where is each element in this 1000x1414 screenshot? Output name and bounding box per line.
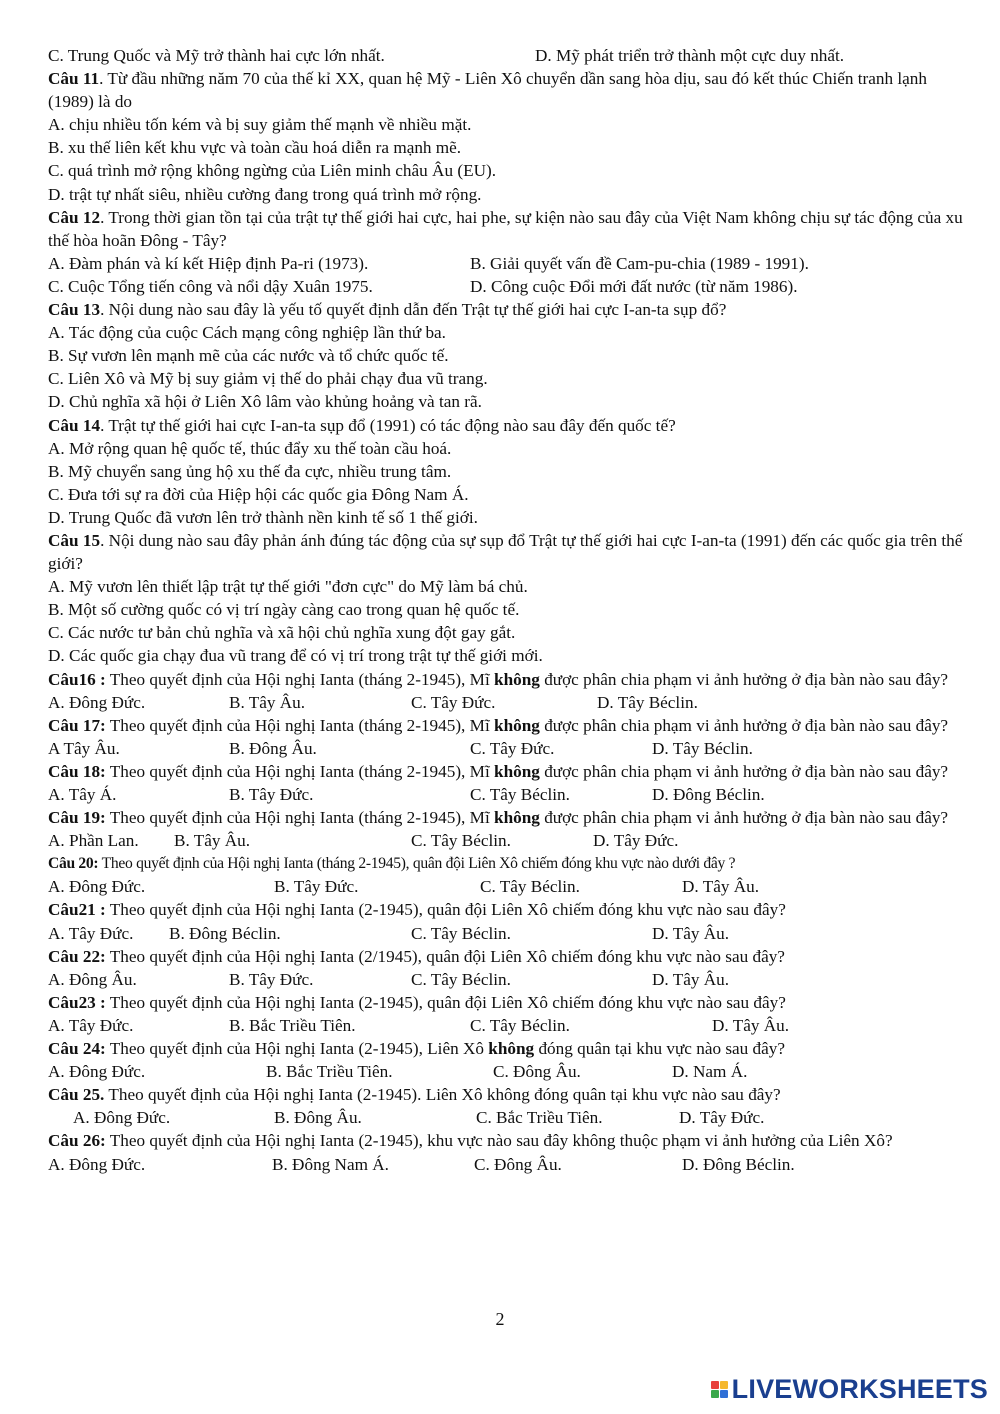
question-text-tail: được phân chia phạm vi ảnh hưởng ở địa bàn nào sau đây? [539, 761, 949, 781]
option-a: A. Đông Đức. [48, 877, 146, 897]
option-d: D. Tây Đức. [593, 831, 679, 851]
option-d: D. Chủ nghĩa xã hội ở Liên Xô lâm vào khủng hoảng và tan rã. [48, 392, 482, 412]
liveworksheets-logo [711, 1374, 988, 1404]
option-b: B. Đông Âu. [274, 1108, 362, 1128]
worksheet-page [48, 44, 968, 1176]
question-15 [48, 529, 968, 575]
question-number: Câu 15 [48, 530, 101, 550]
question-text: . Trong thời gian tồn tại của trật tự thế giới hai cực, hai phe, sự kiện nào sau đây của Việt Nam không chịu sự tác động của xu thế hòa hoãn Đông - Tây? [48, 207, 963, 250]
option-c: C. Tây Béclin. [411, 831, 511, 851]
question-text: Theo quyết định của Hội nghị Ianta (2-1945), quân đội Liên Xô chiếm đóng khu vực nào sau đây? [105, 900, 786, 920]
question-number: Câu16 : [48, 669, 106, 689]
liveworksheets-wordmark: LIVEWORKSHEETS [731, 1373, 988, 1404]
question-text: Theo quyết định của Hội nghị Ianta (2-1945), Liên Xô [105, 1039, 489, 1059]
question-10-options-row [48, 44, 968, 67]
keyword-not: không [494, 715, 540, 735]
question-number: Câu 26: [48, 1131, 106, 1151]
question-text: Theo quyết định của Hội nghị Ianta (tháng 2-1945), Mĩ [105, 669, 495, 689]
option-d: D. Đông Béclin. [652, 785, 765, 804]
option-d: D. Các quốc gia chạy đua vũ trang để có vị trí trong trật tự thế giới mới. [48, 646, 543, 666]
question-text: Theo quyết định của Hội nghị Ianta (2-1945), khu vực nào sau đây không thuộc phạm vi ảnh hưởng của Liên Xô? [105, 1131, 893, 1151]
keyword-not: không [494, 808, 540, 828]
options-row [48, 829, 968, 852]
logo-square-blue [720, 1390, 728, 1398]
option-b: B. Đông Âu. [229, 738, 317, 758]
option-b: B. Bắc Triều Tiên. [266, 1062, 393, 1082]
option-d: D. Tây Béclin. [652, 738, 753, 758]
logo-square-yellow [720, 1381, 728, 1389]
option-c: C. Đưa tới sự ra đời của Hiệp hội các quốc gia Đông Nam Á. [48, 484, 469, 504]
option-c: C. Tây Béclin. [480, 877, 580, 897]
option-a: A. Đông Đức. [48, 1154, 146, 1174]
question-text: Theo quyết định của Hội nghị Ianta (tháng 2-1945), Mĩ [105, 808, 495, 828]
options-row [48, 737, 968, 760]
option-d: D. Đông Béclin. [682, 1154, 795, 1174]
option-b: B. Đông Béclin. [169, 923, 281, 943]
option-a: A. Đông Âu. [48, 969, 137, 989]
question-number: Câu 17: [48, 715, 106, 735]
options-row [48, 1014, 968, 1037]
question-text: . Trật tự thế giới hai cực I-an-ta sụp đổ (1991) có tác động nào sau đây đến quốc tế? [100, 415, 676, 435]
option-c: C. Các nước tư bản chủ nghĩa và xã hội chủ nghĩa xung đột gay gắt. [48, 623, 516, 643]
option-b: B. Mỹ chuyển sang ủng hộ xu thế đa cực, nhiều trung tâm. [48, 461, 452, 481]
option-d: D. trật tự nhất siêu, nhiều cường đang trong quá trình mở rộng. [48, 184, 482, 204]
question-number: Câu 22: [48, 946, 106, 966]
question-18 [48, 760, 968, 783]
question-20 [48, 852, 968, 875]
option-a: A. Đàm phán và kí kết Hiệp định Pa-ri (1973). [48, 253, 369, 273]
option-a: A. Tác động của cuộc Cách mạng công nghiệp lần thứ ba. [48, 323, 446, 343]
question-17 [48, 714, 968, 737]
question-26 [48, 1129, 968, 1152]
question-21 [48, 898, 968, 921]
question-text: . Nội dung nào sau đây là yếu tố quyết định dẫn đến Trật tự thế giới hai cực I-an-ta sụp đổ? [100, 300, 727, 320]
option-d: D. Mỹ phát triển trở thành một cực duy nhất. [535, 46, 845, 65]
question-19 [48, 806, 968, 829]
options-row [48, 1153, 968, 1176]
option-a: A. Đông Đức. [48, 692, 146, 712]
option-b: B. Một số cường quốc có vị trí ngày càng cao trong quan hệ quốc tế. [48, 600, 520, 620]
options-row-cd [48, 275, 968, 298]
option-d: D. Công cuộc Đổi mới đất nước (từ năm 1986). [470, 276, 798, 296]
question-14 [48, 414, 968, 437]
question-text: . Nội dung nào sau đây phản ánh đúng tác động của sự sụp đổ Trật tự thế giới hai cực I-an-ta (1991) đến các quốc gia trên thế giới? [48, 530, 963, 574]
option-c: C. Tây Béclin. [470, 1015, 570, 1035]
option-c: C. Tây Đức. [470, 738, 555, 758]
option-c: C. Đông Âu. [493, 1062, 581, 1082]
logo-square-red [711, 1381, 719, 1389]
question-16 [48, 668, 968, 691]
options-row [48, 691, 968, 714]
options-row-ab [48, 252, 968, 275]
option-a: A. chịu nhiều tốn kém và bị suy giảm thế mạnh về nhiều mặt. [48, 115, 472, 135]
option-c: C. Tây Đức. [411, 692, 496, 712]
option-d: D. Tây Âu. [682, 877, 760, 897]
question-number: Câu 24: [48, 1039, 106, 1059]
option-a: A. Tây Đức. [48, 1015, 134, 1035]
question-number: Câu 18: [48, 761, 106, 781]
option-c: C. Tây Béclin. [411, 923, 511, 943]
option-c: C. Liên Xô và Mỹ bị suy giảm vị thế do phải chạy đua vũ trang. [48, 369, 488, 389]
question-11 [48, 67, 968, 113]
question-12 [48, 206, 968, 252]
options-row [48, 1106, 968, 1129]
question-number: Câu 11 [48, 69, 100, 89]
option-a: A. Đông Đức. [73, 1108, 171, 1128]
question-24 [48, 1037, 968, 1060]
option-d: D. Tây Âu. [652, 969, 730, 989]
question-23 [48, 991, 968, 1014]
question-text-tail: đóng quân tại khu vực nào sau đây? [534, 1039, 785, 1059]
page-number: 2 [495, 1309, 505, 1329]
option-b: B. xu thế liên kết khu vực và toàn cầu hoá diễn ra mạnh mẽ. [48, 138, 462, 158]
question-text: Theo quyết định của Hội nghị Ianta (tháng 2-1945), Mĩ [105, 715, 495, 735]
question-text: Theo quyết định của Hội nghị Ianta (tháng 2-1945), quân đội Liên Xô chiếm đóng khu vực nào dưới đây ? [98, 855, 736, 873]
question-text: Theo quyết định của Hội nghị Ianta (tháng 2-1945), Mĩ [105, 761, 495, 781]
option-a: A. Đông Đức. [48, 1062, 146, 1082]
option-a: A. Tây Á. [48, 785, 117, 804]
option-b: B. Tây Âu. [229, 692, 306, 712]
keyword-not: không [488, 1039, 535, 1059]
option-c: C. Tây Béclin. [470, 785, 570, 804]
question-number: Câu 25. [48, 1085, 105, 1105]
question-22 [48, 945, 968, 968]
option-d: D. Nam Á. [672, 1062, 748, 1082]
option-c: C. quá trình mở rộng không ngừng của Liên minh châu Âu (EU). [48, 161, 497, 181]
keyword-not: không [494, 669, 540, 689]
question-text: . Từ đầu những năm 70 của thế kỉ XX, quan hệ Mỹ - Liên Xô chuyển dần sang hòa dịu, sau đó kết thúc Chiến tranh lạnh (1989) là do [48, 69, 927, 112]
option-a: A. Mỹ vươn lên thiết lập trật tự thế giới "đơn cực" do Mỹ làm bá chủ. [48, 577, 528, 597]
question-13 [48, 298, 968, 321]
option-d: D. Tây Béclin. [597, 692, 698, 712]
option-b: B. Giải quyết vấn đề Cam-pu-chia (1989 - 1991). [470, 253, 809, 273]
option-a: A. Mở rộng quan hệ quốc tế, thúc đẩy xu thế toàn cầu hoá. [48, 438, 452, 458]
option-c: C. Bắc Triều Tiên. [476, 1108, 603, 1128]
question-number: Câu23 : [48, 992, 106, 1012]
option-b: B. Sự vươn lên mạnh mẽ của các nước và tổ chức quốc tế. [48, 346, 449, 366]
option-d: D. Trung Quốc đã vươn lên trở thành nền kinh tế số 1 thế giới. [48, 507, 478, 527]
question-text: Theo quyết định của Hội nghị Ianta (2-1945). Liên Xô không đóng quân tại khu vực nào sau đây? [104, 1085, 781, 1105]
options-row [48, 783, 968, 806]
option-c: C. Trung Quốc và Mỹ trở thành hai cực lớn nhất. [48, 46, 385, 65]
question-text: Theo quyết định của Hội nghị Ianta (2-1945), quân đội Liên Xô chiếm đóng khu vực nào sau đây? [105, 992, 786, 1012]
question-25 [48, 1083, 968, 1106]
liveworksheets-icon [711, 1381, 728, 1398]
option-b: B. Tây Đức. [229, 969, 314, 989]
question-number: Câu21 : [48, 900, 106, 920]
option-c: C. Tây Béclin. [411, 969, 511, 989]
option-b: B. Tây Đức. [274, 877, 359, 897]
option-a: A Tây Âu. [48, 738, 120, 758]
question-number: Câu 14 [48, 415, 101, 435]
option-d: D. Tây Đức. [679, 1108, 765, 1128]
options-row [48, 922, 968, 945]
question-number: Câu 12 [48, 207, 101, 227]
logo-square-green [711, 1390, 719, 1398]
option-b: B. Đông Nam Á. [272, 1154, 389, 1174]
options-row [48, 968, 968, 991]
option-a: A. Tây Đức. [48, 923, 134, 943]
option-c: C. Cuộc Tổng tiến công và nổi dậy Xuân 1975. [48, 276, 373, 296]
question-number: Câu 20: [48, 855, 99, 873]
question-number: Câu 13 [48, 300, 101, 320]
option-a: A. Phần Lan. [48, 831, 139, 851]
options-row [48, 875, 968, 898]
question-text-tail: được phân chia phạm vi ảnh hưởng ở địa bàn nào sau đây? [539, 715, 949, 735]
question-number: Câu 19: [48, 808, 106, 828]
option-b: B. Tây Âu. [174, 831, 251, 851]
question-text: Theo quyết định của Hội nghị Ianta (2/1945), quân đội Liên Xô chiếm đóng khu vực nào sau đây? [105, 946, 785, 966]
keyword-not: không [494, 761, 540, 781]
option-d: D. Tây Âu. [652, 923, 730, 943]
question-text-tail: được phân chia phạm vi ảnh hưởng ở địa bàn nào sau đây? [539, 808, 949, 828]
option-c: C. Đông Âu. [474, 1154, 562, 1174]
option-d: D. Tây Âu. [712, 1015, 790, 1035]
option-b: B. Bắc Triều Tiên. [229, 1015, 356, 1035]
options-row [48, 1060, 968, 1083]
question-text-tail: được phân chia phạm vi ảnh hưởng ở địa bàn nào sau đây? [539, 669, 949, 689]
option-b: B. Tây Đức. [229, 785, 314, 804]
